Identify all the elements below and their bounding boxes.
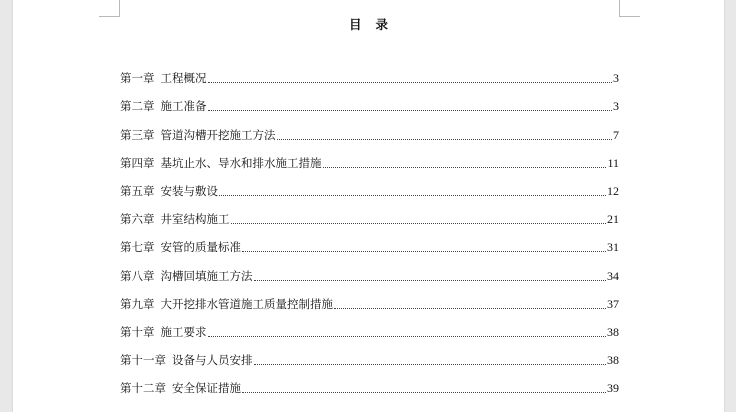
toc-chapter-number: 第四章 [120,155,155,170]
toc-dot-leader [208,82,613,83]
toc-chapter-title: 安全保证措施 [172,381,241,396]
toc-entry[interactable] [120,171,619,199]
toc-entry[interactable] [120,255,619,283]
toc-chapter-title: 安管的质量标准 [160,240,241,255]
toc-dot-leader [254,280,607,281]
toc-chapter-number: 第一章 [120,71,155,86]
toc-chapter-number: 第十一章 [120,353,166,368]
toc-dot-leader [254,364,607,365]
toc-dot-leader [242,392,606,393]
toc-entry[interactable] [120,284,619,312]
toc-entry[interactable] [120,58,619,86]
toc-page-number: 38 [607,324,619,339]
toc-page-number: 39 [607,381,619,396]
toc-heading-char-1: 目 [348,17,362,32]
toc-chapter-title: 工程概况 [160,71,207,86]
toc-dot-leader [219,195,606,196]
table-of-contents [120,58,619,396]
toc-page-number: 34 [607,268,619,283]
toc-dot-leader [242,251,606,252]
toc-chapter-number: 第十二章 [120,381,166,396]
toc-dot-leader [277,139,613,140]
toc-chapter-number: 第七章 [120,240,155,255]
toc-entry[interactable] [120,340,619,368]
toc-dot-leader [334,308,606,309]
toc-chapter-title: 井室结构施工 [160,212,230,227]
toc-entry[interactable] [120,312,619,340]
toc-chapter-title: 大开挖排水管道施工质量控制措施 [160,296,333,311]
toc-page-number: 11 [607,155,619,170]
toc-page-number: 38 [607,353,619,368]
toc-dot-leader [208,110,613,111]
toc-chapter-title: 施工要求 [160,324,207,339]
toc-page-number: 12 [607,183,619,198]
toc-chapter-number: 第五章 [120,183,155,198]
toc-entry[interactable] [120,86,619,114]
toc-heading [13,15,724,33]
toc-entry[interactable] [120,143,619,171]
toc-page-number: 3 [613,71,619,86]
toc-chapter-number: 第三章 [120,127,155,142]
toc-chapter-number: 第九章 [120,296,155,311]
toc-chapter-number: 第八章 [120,268,155,283]
toc-dot-leader [231,223,607,224]
toc-dot-leader [323,167,607,168]
toc-entry[interactable] [120,227,619,255]
toc-chapter-title: 管道沟槽开挖施工方法 [160,127,276,142]
toc-chapter-title: 基坑止水、导水和排水施工措施 [160,155,322,170]
toc-dot-leader [208,336,607,337]
toc-page-number: 21 [607,212,619,227]
toc-page-number: 37 [607,296,619,311]
toc-entry[interactable] [120,199,619,227]
toc-page-number: 3 [613,99,619,114]
document-page [13,0,724,412]
toc-chapter-title: 安装与敷设 [160,183,218,198]
toc-entry[interactable] [120,114,619,142]
toc-chapter-number: 第二章 [120,99,155,114]
toc-chapter-title: 设备与人员安排 [172,353,253,368]
toc-chapter-title: 施工准备 [160,99,207,114]
toc-entry[interactable] [120,368,619,396]
toc-chapter-number: 第六章 [120,212,155,227]
toc-page-number: 7 [613,127,619,142]
toc-page-number: 31 [607,240,619,255]
toc-chapter-number: 第十章 [120,324,155,339]
toc-chapter-title: 沟槽回填施工方法 [160,268,253,283]
toc-heading-char-2: 录 [375,17,389,32]
